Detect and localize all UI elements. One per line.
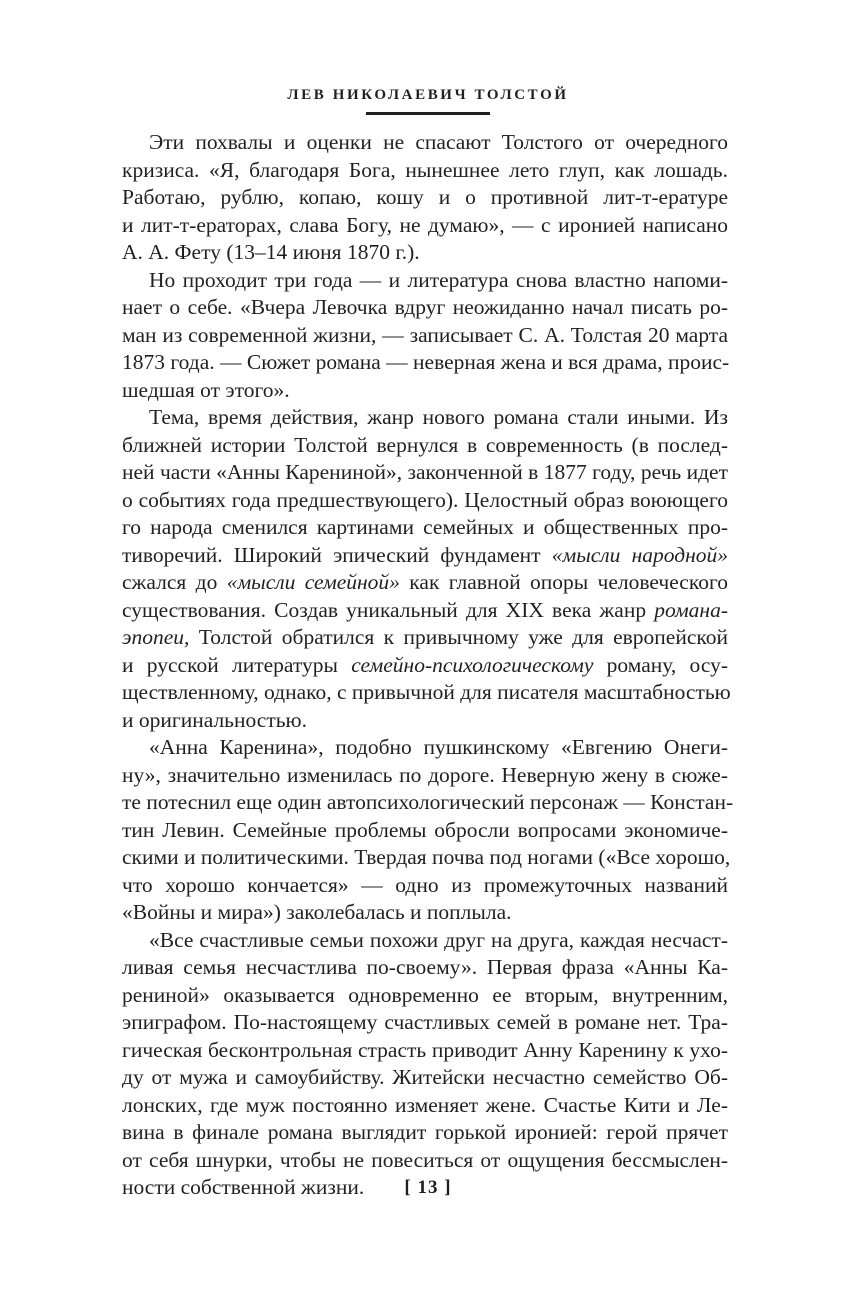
text-line: «Анна Каренина», подобно пушкинскому «Евгению Онеги- [149, 735, 728, 759]
text-line [122, 432, 728, 460]
text-line: шедшая от этого». [122, 377, 290, 402]
italic-run: «мысли семейной» [226, 570, 400, 594]
text-run: ближней истории Толстой вернулся в современность (в послед- [122, 432, 728, 457]
text-line: эпиграфом. По-настоящему счастливых семей в романе нет. Тра- [122, 1010, 728, 1034]
text-line: тин Левин. Семейные проблемы обросли вопросами экономиче- [122, 817, 728, 842]
paragraph [122, 267, 728, 405]
text-line: ности собственной жизни. [122, 1175, 365, 1199]
text-run: сжался до [122, 570, 227, 594]
paragraph [122, 404, 731, 734]
text-run: роману, осу- [593, 652, 728, 677]
text-line: лонских, где муж постоянно изменяет жене. Счастье Кити и Ле- [122, 1092, 728, 1117]
text-run: существования. Создав уникальный для XIX века жанр [122, 597, 655, 622]
head-rule-divider [366, 112, 490, 115]
paragraph [122, 129, 728, 267]
text-run: и русской литературы [122, 652, 352, 677]
text-run: ней части «Анны Карениной», законченной в 1877 году, речь идет [122, 460, 728, 484]
text-line: Работаю, рублю, копаю, кошу и о противной лит-т-ературе [122, 185, 728, 209]
text-line [122, 597, 728, 625]
text-line: что хорошо кончается» — одно из промежуточных названий [122, 872, 728, 897]
italic-run: романа- [654, 597, 728, 622]
text-run: и оригинальностью. [122, 707, 307, 732]
text-run: как главной опоры человеческого [399, 570, 728, 594]
text-run: о событиях года предшествующего). Целостный образ воюющего [122, 487, 728, 512]
text-line: кризиса. «Я, благодаря Бога, нынешнее лето глуп, как лошадь. [122, 157, 728, 182]
text-line: ман из современной жизни, — записывает С. А. Толстая 20 марта [122, 322, 728, 347]
italic-run: эпопеи, [122, 625, 190, 649]
text-line: и лит-т-ераторах, слава Богу, не думаю», — с иронией написано [122, 212, 728, 237]
running-head: ЛЕВ НИКОЛАЕВИЧ ТОЛСТОЙ [287, 87, 569, 103]
text-line: Эти похвалы и оценки не спасают Толстого от очередного [149, 130, 728, 154]
text-line [122, 679, 731, 707]
text-run: го народа сменился картинами семейных и общественных про- [122, 515, 728, 539]
text-line: гическая бесконтрольная страсть приводит Анну Каренину к ухо- [122, 1037, 728, 1062]
text-run: Тема, время действия, жанр нового романа стали иными. Из [149, 405, 728, 429]
text-line: «Все счастливые семьи похожи друг на друга, каждая несчаст- [149, 927, 728, 952]
paragraph [122, 927, 728, 1202]
text-line [122, 652, 728, 680]
text-line: вина в финале романа выглядит горькой иронией: герой прячет [122, 1120, 728, 1144]
page-number: [ 13 ] [404, 1177, 452, 1198]
text-line: 1873 года. — Сюжет романа — неверная жена и вся драма, проис- [122, 350, 730, 374]
text-line: «Войны и мира») заколебалась и поплыла. [122, 900, 512, 924]
text-run: тиворечий. Широкий эпический фундамент [122, 542, 552, 567]
text-line: Но проходит три года — и литература снова властно напоми- [149, 267, 728, 292]
text-line [122, 707, 728, 735]
text-line [122, 487, 728, 515]
text-line [122, 404, 728, 432]
text-line: нает о себе. «Вчера Левочка вдруг неожиданно начал писать ро- [122, 295, 728, 319]
text-line: те потеснил еще один автопсихологический персонаж — Констан- [122, 790, 734, 814]
text-line [122, 542, 728, 570]
italic-run: «мысли народной» [551, 542, 728, 567]
text-line: рениной» оказывается одновременно ее вторым, внутренним, [122, 982, 728, 1007]
text-line: ливая семья несчастлива по-своему». Первая фраза «Анны Ка- [122, 955, 728, 979]
text-run: ществленному, однако, с привычной для писателя масштабностью [122, 680, 731, 704]
text-line: ну», значительно изменилась по дороге. Неверную жену в сюже- [122, 762, 728, 787]
text-line: скими и политическими. Твердая почва под ногами («Все хорошо, [122, 845, 731, 869]
body-text [122, 129, 734, 1202]
text-line [122, 459, 728, 487]
text-line: А. А. Фету (13–14 июня 1870 г.). [122, 240, 420, 264]
paragraph [122, 734, 734, 927]
text-line [122, 569, 728, 597]
italic-run: семейно-психологическому [351, 652, 594, 677]
text-run: Толстой обратился к привычному уже для европейской [189, 625, 728, 649]
text-line: ду от мужа и самоубийству. Житейски несчастно семейство Об- [122, 1065, 728, 1089]
text-line [122, 514, 728, 542]
text-line: от себя шнурки, чтобы не повеситься от ощущения бессмыслен- [122, 1147, 728, 1172]
text-line [122, 624, 728, 652]
